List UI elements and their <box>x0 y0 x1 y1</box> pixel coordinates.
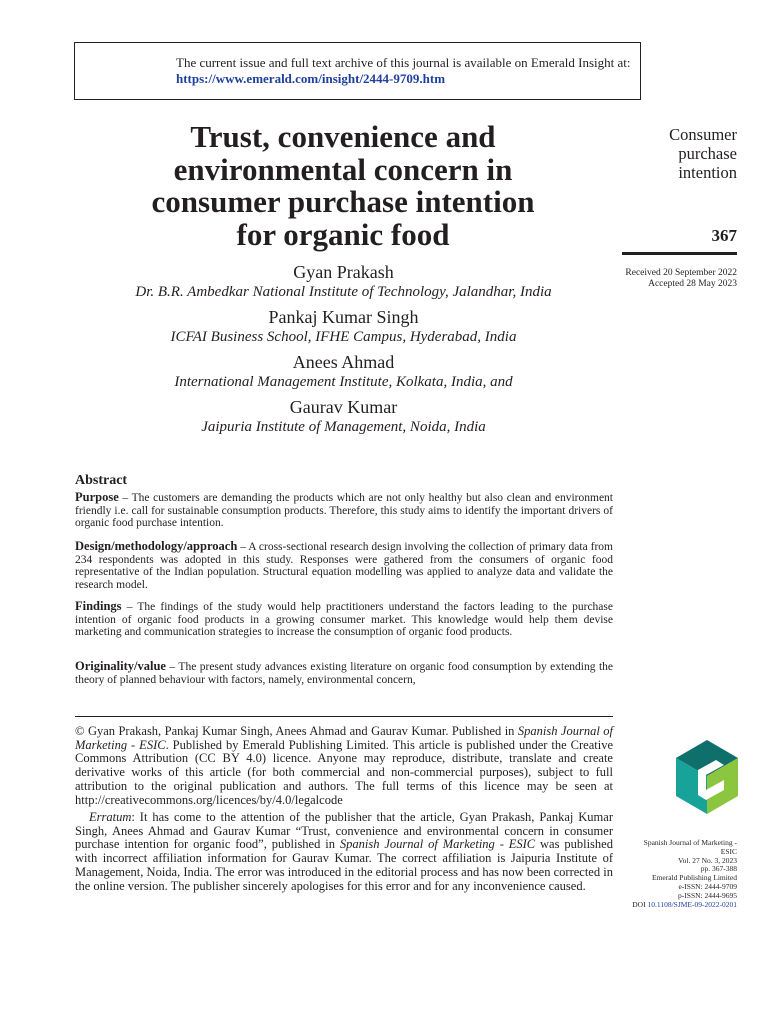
license-text: © Gyan Prakash, Pankaj Kumar Singh, Anees Ahmad and Gaurav Kumar. Published in <box>75 724 518 738</box>
journal-archive-link[interactable]: https://www.emerald.com/insight/2444-9709.htm <box>176 71 446 86</box>
findings-text: – The findings of the study would help practitioners understand the factors leading to the purchase intention of organic food products in a growing consumer market. This knowledge would help them devise marketing and communication strategies to increase the consumption of organic food products. <box>75 601 613 638</box>
journal-info-line: Emerald Publishing Limited <box>652 873 737 883</box>
title-line: consumer purchase intention <box>151 184 535 219</box>
article-dates <box>600 268 737 290</box>
title-line: for organic food <box>236 216 450 252</box>
findings-label: Findings <box>75 599 122 613</box>
abstract-purpose <box>75 491 613 530</box>
author-name: Pankaj Kumar Singh <box>268 307 419 327</box>
author-name: Anees Ahmad <box>292 352 395 372</box>
abstract-originality <box>75 660 613 686</box>
article-title <box>100 121 586 251</box>
publisher-logo-icon <box>676 740 738 814</box>
erratum-text: : It has come to the attention of the publisher that the article, Gyan Prakash, Pankaj Kumar Singh, Anees Ahmad and Gaurav Kumar “Trust, convenience and environmental concern in consumer purchase intention for organic food”, published in <box>75 810 613 852</box>
license-statement <box>75 725 613 807</box>
received-date: Received 20 September 2022 <box>625 268 737 278</box>
erratum-statement <box>75 811 613 893</box>
journal-info-line: pp. 367-388 <box>700 864 737 874</box>
abstract-findings <box>75 600 613 639</box>
journal-info-line: ESIC <box>720 846 737 856</box>
notice-text: The current issue and full text archive of this journal is available on Emerald Insight at: <box>176 55 631 70</box>
license-text: . Published by Emerald Publishing Limited. This article is published under the Creative Commons Attribution (CC BY 4.0) licence. Anyone may reproduce, distribute, translate and create derivative works of this article (for both commercial and non-commercial purposes), subject to full attribution to the original publication and authors. The full terms of this licence may be seen at http://creativecommons.org/licences/by/4.0/legalcode <box>75 737 613 807</box>
author-name: Gyan Prakash <box>293 262 394 282</box>
accepted-date: Accepted 28 May 2023 <box>648 279 737 289</box>
purpose-text: – The customers are demanding the products which are not only healthy but also clean and environment friendly i.e. call for sustainable consumption products. Therefore, this study aims to identify the important drivers of organic food purchase intention. <box>75 492 613 529</box>
journal-info-line: Spanish Journal of Marketing - <box>643 838 737 847</box>
running-head-line: purchase <box>678 144 737 163</box>
author-affiliation: Jaipuria Institute of Management, Noida, India <box>201 419 486 435</box>
title-line: environmental concern in <box>173 151 513 187</box>
doi-link[interactable]: 10.1108/SJME-09-2022-0201 <box>647 899 737 909</box>
margin-divider <box>622 252 737 255</box>
title-line: Trust, convenience and <box>190 119 496 154</box>
purpose-label: Purpose <box>75 490 119 504</box>
design-label: Design/methodology/approach <box>75 539 238 553</box>
running-head-line: intention <box>678 163 737 182</box>
running-head-line: Consumer <box>669 125 737 144</box>
journal-info-line: e-ISSN: 2444-9709 <box>678 881 737 891</box>
abstract-heading: Abstract <box>75 473 128 488</box>
doi-label: DOI <box>632 899 648 909</box>
author-affiliation: Dr. B.R. Ambedkar National Institute of Technology, Jalandhar, India <box>135 284 552 300</box>
footnote-divider <box>75 716 613 717</box>
originality-label: Originality/value <box>75 659 166 673</box>
originality-text: – The present study advances existing literature on organic food consumption by extending the theory of planned behaviour with factors, namely, environmental concern, <box>75 661 613 686</box>
journal-info <box>620 839 737 909</box>
abstract-design <box>75 540 613 591</box>
journal-info-line: Vol. 27 No. 3, 2023 <box>678 855 737 865</box>
design-text: – A cross-sectional research design involving the collection of primary data from 234 respondents was adopted in this study. Responses were gathered from the consumers of organic food representative of the Indian population. Structural equation modelling was applied to analyze data and validate the research model. <box>75 541 613 591</box>
journal-name: Spanish Journal of Marketing - ESIC <box>75 724 613 752</box>
erratum-text: was published with incorrect affiliation information for Gaurav Kumar. The correct affiliation is Jaipuria Institute of Management, Noida, India. The error was introduced in the editorial process and has now been corrected in the online version. The publisher sincerely apologises for this error and for any inconvenience caused. <box>75 837 613 893</box>
author-affiliation: ICFAI Business School, IFHE Campus, Hyderabad, India <box>170 329 517 345</box>
author-affiliation: International Management Institute, Kolkata, India, and <box>174 374 513 390</box>
erratum-label: Erratum <box>89 810 132 824</box>
doi-line <box>620 901 737 910</box>
running-head <box>620 125 737 182</box>
author-name: Gaurav Kumar <box>289 397 398 417</box>
journal-info-line: p-ISSN: 2444-9695 <box>678 890 737 900</box>
journal-name: Spanish Journal of Marketing - ESIC <box>339 837 536 852</box>
page-number: 367 <box>711 226 737 245</box>
